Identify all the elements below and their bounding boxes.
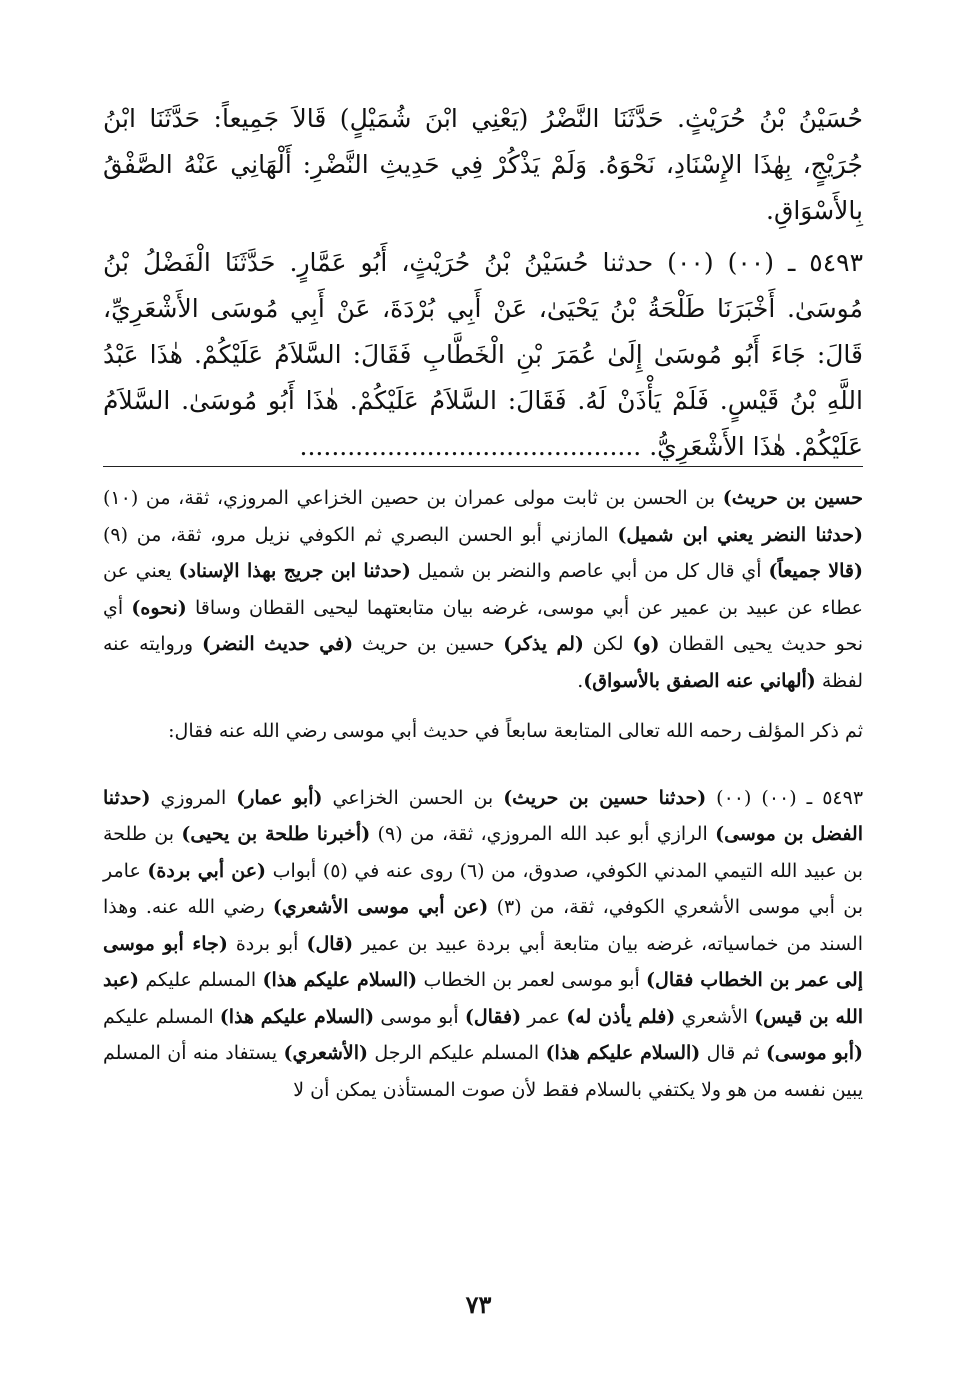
bold-quote: (جاء أبو موسى إلى عمر بن الخطاب فقال) xyxy=(103,932,863,991)
bold-quote: (قال) xyxy=(306,932,354,955)
commentary-text: ٥٤٩٣ ـ (٠٠) (٠٠) xyxy=(706,786,864,809)
bold-quote: (فقال) xyxy=(464,1005,522,1028)
commentary-text: عامر بن أبي موسى الأشعري الكوفي، ثقة، من (٣) xyxy=(103,859,864,918)
hadith-paragraph-1: حُسَيْنُ بْنُ حُرَيْثٍ. حَدَّثَنَا النَّضْرُ (يَعْنِي ابْنَ شُمَيْلٍ) قَالاَ جَمِيعاً: حَدَّثَنَا ابْنُ جُرَيْجٍ، بِهٰذَا الإِسْنَادِ، نَحْوَهُ. وَلَمْ يَذْكُرْ فِي حَدِيثِ النَّضْرِ: أَلْهَانِي عَنْهُ الصَّفْقُ بِالأَسْوَاقِ. xyxy=(103,104,863,225)
bold-quote: (قالا جميعاً) xyxy=(768,560,863,582)
commentary-text: أي نحو حديث يحيى القطان xyxy=(103,596,863,655)
commentary-text: أبو موسى xyxy=(374,1005,465,1028)
commentary-text: بن الحسن بن ثابت مولى عمران بن حصين الخزاعي المروزي، ثقة، من (١٠) xyxy=(103,487,723,509)
commentary-text: حسين بن حريث xyxy=(353,633,504,655)
bold-quote: (ألهاني عنه الصفق بالأسواق) xyxy=(583,669,816,692)
bold-quote: (و) xyxy=(632,633,660,655)
bold-quote: (عبد الله بن قيس) xyxy=(103,969,864,1028)
commentary-text: وروايته عنه لفظة xyxy=(103,633,863,692)
commentary-text: الأشعري xyxy=(675,1005,755,1028)
bold-quote: (السلام عليكم هذا) xyxy=(545,1042,701,1064)
bold-quote: (فلم يأذن له) xyxy=(566,1005,676,1028)
bold-quote: حسين بن حريث) xyxy=(722,487,863,509)
hadith-text xyxy=(103,96,863,470)
commentary-text: يعني عن عطاء عن عبيد بن عمير عن أبي موسى، غرضه بيان متابعتهما ليحيى القطان وساقا xyxy=(103,560,863,619)
commentary-text: المسلم عليكم xyxy=(139,969,263,991)
bold-quote: (في حديث النضر) xyxy=(201,633,354,655)
bold-quote: (أبو عمار) xyxy=(236,786,323,809)
bold-quote: (لم يذكر) xyxy=(503,633,584,655)
commentary-text: الرازي أبو عبد الله المروزي، ثقة، من (٩) xyxy=(370,823,716,845)
commentary-text: المازني أبو الحسن البصري ثم الكوفي نزيل مرو، ثقة، من (٩) xyxy=(103,523,618,546)
commentary xyxy=(103,480,863,1108)
commentary-paragraph-3 xyxy=(103,780,863,1109)
bold-quote: (السلام عليكم هذا) xyxy=(262,969,418,991)
commentary-text: أي قال كل من أبي عاصم والنضر بن شميل xyxy=(410,560,769,582)
hadith-paragraph-2-text: ٥٤٩٣ ـ (٠٠) (٠٠) حدثنا حُسَيْنُ بْنُ حُرَيْثٍ، أَبُو عَمَّارٍ. حَدَّثَنَا الْفَضْلُ بْنُ مُوسَىٰ. أَخْبَرَنَا طَلْحَةُ بْنُ يَحْيَىٰ، عَنْ أَبِي بُرْدَةَ، عَنْ أَبِي مُوسَى الأَشْعَرِيِّ، قَالَ: جَاءَ أَبُو مُوسَىٰ إِلَىٰ عُمَرَ بْنِ الْخَطَّابِ فَقَالَ: السَّلاَمُ عَلَيْكُمْ. هٰذَا عَبْدُ اللَّهِ بْنُ قَيْسٍ. فَلَمْ يَأْذَنْ لَهُ. فَقَالَ: السَّلاَمُ عَلَيْكُمْ. هٰذَا أَبُو مُوسَىٰ. السَّلاَمُ عَلَيْكُمْ. هٰذَا الأَشْعَرِيُّ. xyxy=(103,248,863,461)
commentary-text: عمر xyxy=(521,1005,567,1028)
commentary-text: بن طلحة بن عبيد الله التيمي المدني الكوفي، صدوق، من (٦) روى عنه في (٥) أبواب xyxy=(103,823,864,882)
bold-quote: (أخبرنا طلحة بن يحيى) xyxy=(181,823,371,845)
bold-quote: (السلام عليكم هذا) xyxy=(219,1005,375,1028)
commentary-text: المسلم عليكم الرجل xyxy=(368,1042,546,1064)
commentary-text: لكن xyxy=(583,633,633,655)
bold-quote: (عن أبي موسى الأشعري) xyxy=(272,896,489,918)
bold-quote: (حدثنا حسين بن حريث) xyxy=(503,786,707,809)
commentary-text: المروزي xyxy=(150,786,237,809)
commentary-text: ثم قال xyxy=(700,1042,766,1064)
footnote-divider xyxy=(103,466,863,467)
bold-quote: (عن أبي بردة) xyxy=(147,859,267,882)
commentary-text: أبو بردة xyxy=(227,932,307,955)
commentary-paragraph-1 xyxy=(103,480,863,699)
bold-quote: (أبو موسى) xyxy=(765,1042,863,1064)
commentary-text: . xyxy=(577,669,584,692)
commentary-text: بن الحسن الخزاعي xyxy=(322,786,504,809)
hadith-paragraph-2 xyxy=(103,240,863,470)
bold-quote: (حدثنا ابن جريج بهذا الإسناد) xyxy=(178,560,411,582)
commentary-text: رضي الله عنه. وهذا السند من خماسياته، غرضه بيان متابعة أبي بردة عبيد بن عمير xyxy=(103,896,863,955)
commentary-text: أبو موسى لعمر بن الخطاب xyxy=(417,969,647,991)
ellipsis-dots: ........................................... xyxy=(299,432,642,461)
bold-quote: (حدثنا النضر يعني ابن شميل) xyxy=(617,523,863,546)
bold-quote: (نحوه) xyxy=(131,596,187,619)
page-number: ٧٣ xyxy=(465,1290,492,1319)
commentary-text: يستفاد منه أن المسلم يبين نفسه من هو ولا يكتفي بالسلام فقط لأن صوت المستأذن يمكن أن لا xyxy=(103,1042,863,1101)
bold-quote: (الأشعري) xyxy=(283,1042,369,1064)
commentary-text: المسلم عليكم xyxy=(103,1005,220,1028)
commentary-paragraph-2: ثم ذكر المؤلف رحمه الله تعالى المتابعة سابعاً في حديث أبي موسى رضي الله عنه فقال: xyxy=(168,720,863,742)
bold-quote: (حدثنا الفضل بن موسى) xyxy=(103,786,864,845)
